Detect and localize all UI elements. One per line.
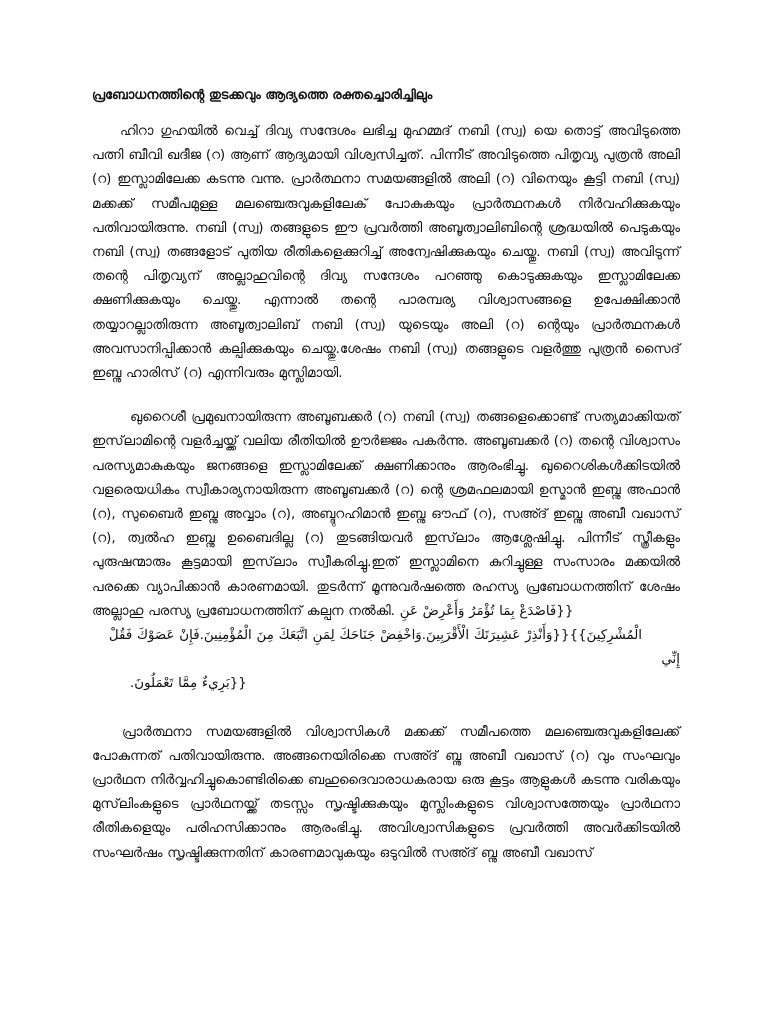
paragraph-3: പ്രാർത്ഥനാ സമയങ്ങളിൽ വിശ്വാസികൾ മക്കക്ക് സമീപത്തെ മലഞ്ചെരുവുകളിലേക്ക് പോകുന്നത് പതിവായിരുന്നു. അങ്ങനെയിരിക്കെ സഅ്ദ് ബ്നു അബീ വഖാസ് (റ) വും സംഘവും പ്രാർഥന നിർവ്വഹിച്ചുകൊണ്ടിരിക്കെ ബഹുദൈവാരാധകരായ ഒരു കൂട്ടം ആളുകൾ കടന്നു വരികയും മുസ്‌ലിംകളുടെ പ്രാർഥനയ്ക്ക് തടസ്സം സൃഷ്ടിക്കുകയും മുസ്ലിംകളുടെ വിശ്വാസത്തേയും പ്രാർഥനാ രീതികളെയും പരിഹസിക്കാനും ആരംഭിച്ചു. അവിശ്വാസികളുടെ പ്രവർത്തി അവർക്കിടയിൽ സംഘർഷം സൃഷ്ടിക്കുന്നതിന് കാരണമാവുകയും ഒടുവിൽ സഅ്ദ് ബ്നു അബീ വഖാസ് (92, 724, 680, 861)
arabic-quote-line-2: الْمُشْرِكِينَ}}{{وَأَنْذِرْ عَشِيرَتَكَ الْأَقْرَبِينَ.وَاخْفِضْ جَنَاحَكَ لِمَنِ اتَّبَعَكَ مِنَ الْمُؤْمِنِينَ.فَإِنْ عَصَوْكَ فَقُلْ إِنِّي (108, 628, 680, 668)
paragraph-1: ഹിറാ ഗുഹയിൽ വെച്ച് ദിവ്യ സന്ദേശം ലഭിച്ച മുഹമ്മദ് നബി (സ്വ) യെ തൊട്ട് അവിടുത്തെ പത്നി ബീവി ഖദീജ (റ) ആണ് ആദ്യമായി വിശ്വസിച്ചത്. പിന്നീട് അവിടുത്തെ പിതൃവ്യ പുത്രൻ അലി (റ) ഇസ്ലാമിലേക്ക കടന്നു വന്നു. പ്രാർത്ഥനാ സമയങ്ങളിൽ അലി (റ) വിനെയും കൂട്ടി നബി (സ്വ) മക്കക്ക് സമീപമുള്ള മലഞ്ചെരുവുകളിലേക് പോകുകയും പ്രാർത്ഥനകൾ നിർവഹിക്കുകയും പതിവായിരുന്നു. നബി (സ്വ) തങ്ങളുടെ ഈ പ്രവർത്തി അബൂത്വാലിബിന്റെ ശ്രദ്ധയിൽ പെടുകയും നബി (സ്വ) തങ്ങളോട് പുതിയ രീതികളെക്കുറിച്ച് അന്വേഷിക്കുകയും ചെയ്തു. നബി (സ്വ) അവിടുന്ന് തന്റെ പിതൃവ്യന് അല്ലാഹുവിന്റെ ദിവ്യ സന്ദേശം പറഞ്ഞു കൊടുക്കുകയും ഇസ്ലാമിലേക്ക ക്ഷണിക്കുകയും ചെയ്തു. എന്നാൽ തന്റെ പാരമ്പര്യ വിശ്വാസങ്ങളെ ഉപേക്ഷിക്കാൻ തയ്യാറല്ലാതിരുന്ന അബൂത്വാലിബ് നബി (സ്വ) യുടെയും അലി (റ) ന്റെയും പ്രാർത്ഥനകൾ അവസാനിപ്പിക്കാൻ കല്പിക്കുകയും ചെയ്തു.ശേഷം നബി (സ്വ) തങ്ങളുടെ വളർത്തു പുത്രൻ സൈദ് ഇബ്നു ഹാരിസ് (റ) എന്നിവരും മുസ്ലിമായി. (92, 124, 680, 382)
paragraph-2 (92, 406, 680, 696)
paragraph-2-text: ഖുറൈശീ പ്രമുഖനായിരുന്ന അബൂബക്കർ (റ) നബി (സ്വ) തങ്ങളെക്കൊണ്ട് സത്യമാക്കിയത് ഇസ്‌ലാമിന്റെ വളർച്ചയ്ക്ക് വലിയ രീതിയിൽ ഊർജ്ജം പകർന്നു. അബൂബക്കർ (റ) തന്റെ വിശ്വാസം പരസ്യമാകുകയും ജനങ്ങളെ ഇസ്ലാമിലേക്ക് ക്ഷണിക്കാനും ആരംഭിച്ചു. ഖുറൈശികൾക്കിടയിൽ വളരെയധികം സ്വീകാര്യനായിരുന്ന അബൂബക്കർ (റ) ന്റെ ശ്രമഫലമായി ഉസ്മാൻ ഇബ്നു അഫാൻ (റ), സുബൈർ ഇബ്നു അവ്വാം (റ), അബ്ദുറഹിമാൻ ഇബ്നു ഔഫ് (റ), സഅ്ദ് ഇബ്നു അബീ വഖാസ് (റ), ത്വൽഹ ഇബ്നു ഉബൈദില്ല (റ) തുടങ്ങിയവർ ഇസ്‌ലാം ആശ്ലേഷിച്ചു. പിന്നീട് സ്ത്രീകളും പുരുഷന്മാരും കൂട്ടമായി ഇസ്‌ലാം സ്വീകരിച്ചു.ഇത് ഇസ്ലാമിനെ കുറിച്ചുള്ള സംസാരം മക്കയിൽ പരക്കെ വ്യാപിക്കാൻ കാരണമായി. തുടർന്ന് മൂന്നുവർഷത്തെ രഹസ്യ പ്രബോധനത്തിന് ശേഷം അല്ലാഹു പരസ്യ പ്രബോധനത്തിന് കല്പന നൽകി. (92, 410, 680, 619)
arabic-quote-line-3: .بَرِيءٌ مِمَّا تَعْمَلُونَ}} (130, 676, 247, 692)
arabic-quote-line-1: {{فَاصْدَعْ بِمَا تُؤْمَرُ وَأَعْرِضْ عَنِ (399, 603, 574, 619)
document-heading: പ്രബോധനത്തിന്റെ തുടക്കവും ആദ്യത്തെ രക്തച്ചൊരിച്ചിലും (92, 88, 433, 103)
